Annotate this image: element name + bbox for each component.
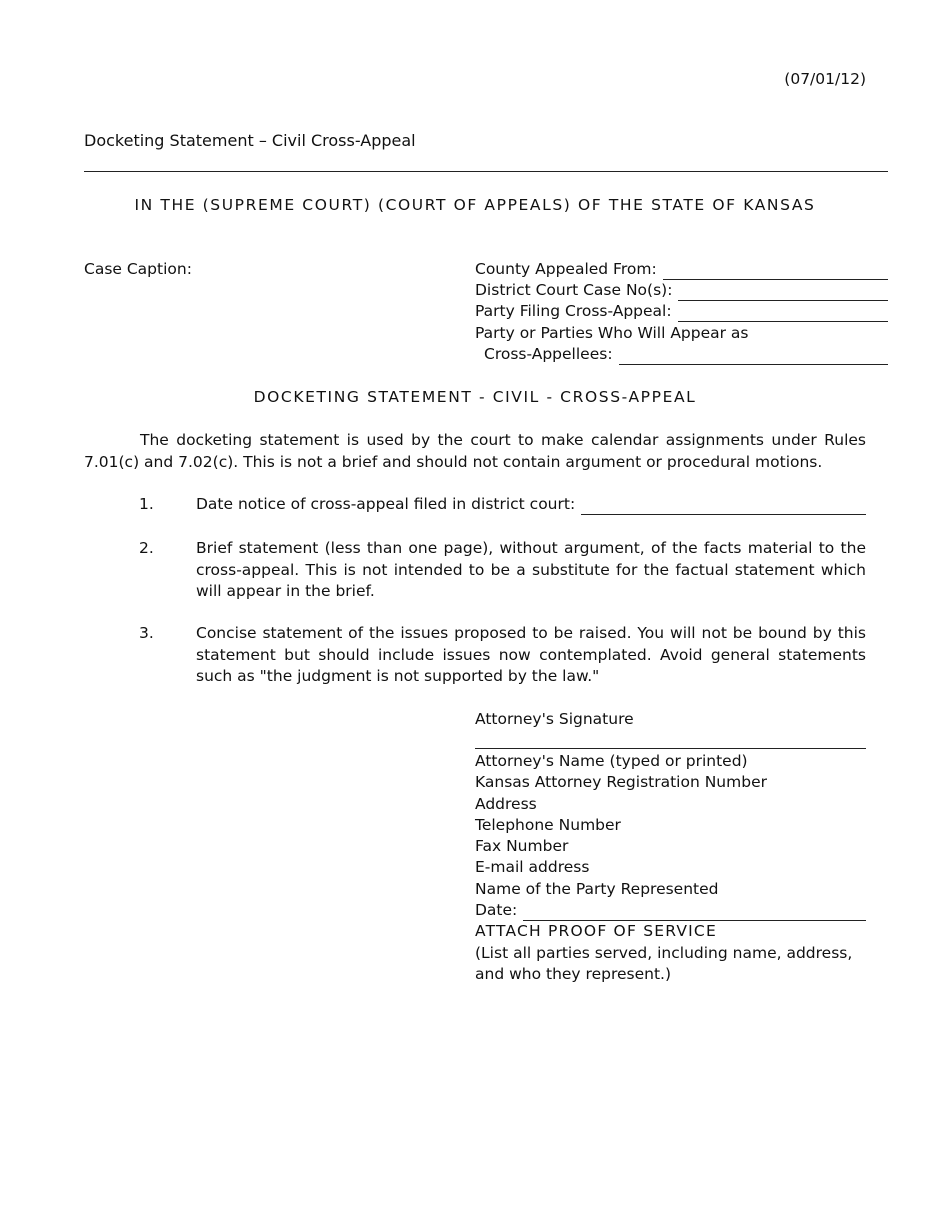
- appellees-label: Cross-Appellees:: [484, 345, 613, 363]
- section-title: DOCKETING STATEMENT - CIVIL - CROSS-APPEAL: [253, 388, 697, 406]
- county-input-line[interactable]: [663, 263, 888, 280]
- proof-of-service-title: ATTACH PROOF OF SERVICE: [475, 922, 717, 941]
- header-divider: [84, 171, 888, 172]
- revision-date: (07/01/12): [784, 70, 866, 88]
- case-number-field[interactable]: [475, 280, 888, 301]
- attorney-name-label: Attorney's Name (typed or printed): [475, 752, 748, 770]
- address-label: Address: [475, 794, 537, 813]
- item-2-text: Brief statement (less than one page), without argument, of the facts material to the cross-appeal. This is not intended to be a substitute for the factual statement which will appear in the brief.: [196, 539, 866, 600]
- signature-line[interactable]: [475, 748, 866, 749]
- party-represented-label: Name of the Party Represented: [475, 879, 719, 898]
- attorney-info-block: [475, 751, 867, 985]
- case-number-input-line[interactable]: [678, 284, 888, 301]
- notice-date-input-line[interactable]: [581, 498, 866, 515]
- proof-instructions-line2: and who they represent.): [475, 964, 671, 983]
- party-filing-input-line[interactable]: [678, 305, 888, 322]
- date-label: Date:: [475, 901, 518, 920]
- case-number-label: District Court Case No(s):: [475, 281, 673, 299]
- telephone-label: Telephone Number: [475, 815, 621, 834]
- item-number-1: 1.: [139, 495, 154, 513]
- intro-paragraph: The docketing statement is used by the court to make calendar assignments under Rules 7.01(c) and 7.02(c). This is not a brief and should not contain argument or procedural motions.: [84, 431, 866, 471]
- county-label: County Appealed From:: [475, 260, 657, 278]
- item-number-3: 3.: [139, 624, 154, 642]
- item-3-text: Concise statement of the issues proposed to be raised. You will not be bound by this statement but should include issues now contemplated. Avoid general statements such as "the judgment is not supported by the law.": [196, 624, 866, 685]
- date-input-line[interactable]: [523, 904, 866, 921]
- party-filing-label: Party Filing Cross-Appeal:: [475, 302, 672, 320]
- appellees-field[interactable]: [484, 344, 888, 365]
- proof-instructions-line1: (List all parties served, including name, address,: [475, 943, 853, 962]
- date-field[interactable]: [475, 900, 866, 921]
- email-label: E-mail address: [475, 858, 590, 877]
- signature-label: Attorney's Signature: [475, 710, 634, 728]
- appellees-label-line1: Party or Parties Who Will Appear as: [475, 324, 749, 342]
- case-caption-label: Case Caption:: [84, 260, 192, 278]
- registration-label: Kansas Attorney Registration Number: [475, 773, 767, 792]
- county-field[interactable]: [475, 259, 888, 280]
- court-heading: IN THE (SUPREME COURT) (COURT OF APPEALS) OF THE STATE OF KANSAS: [134, 196, 816, 214]
- fax-label: Fax Number: [475, 837, 569, 856]
- item-1-field[interactable]: [196, 494, 866, 515]
- item-number-2: 2.: [139, 539, 154, 557]
- document-title: Docketing Statement – Civil Cross-Appeal: [84, 131, 416, 150]
- item-1-text: Date notice of cross-appeal filed in district court:: [196, 495, 576, 513]
- appellees-input-line[interactable]: [619, 348, 888, 365]
- party-filing-field[interactable]: [475, 301, 888, 322]
